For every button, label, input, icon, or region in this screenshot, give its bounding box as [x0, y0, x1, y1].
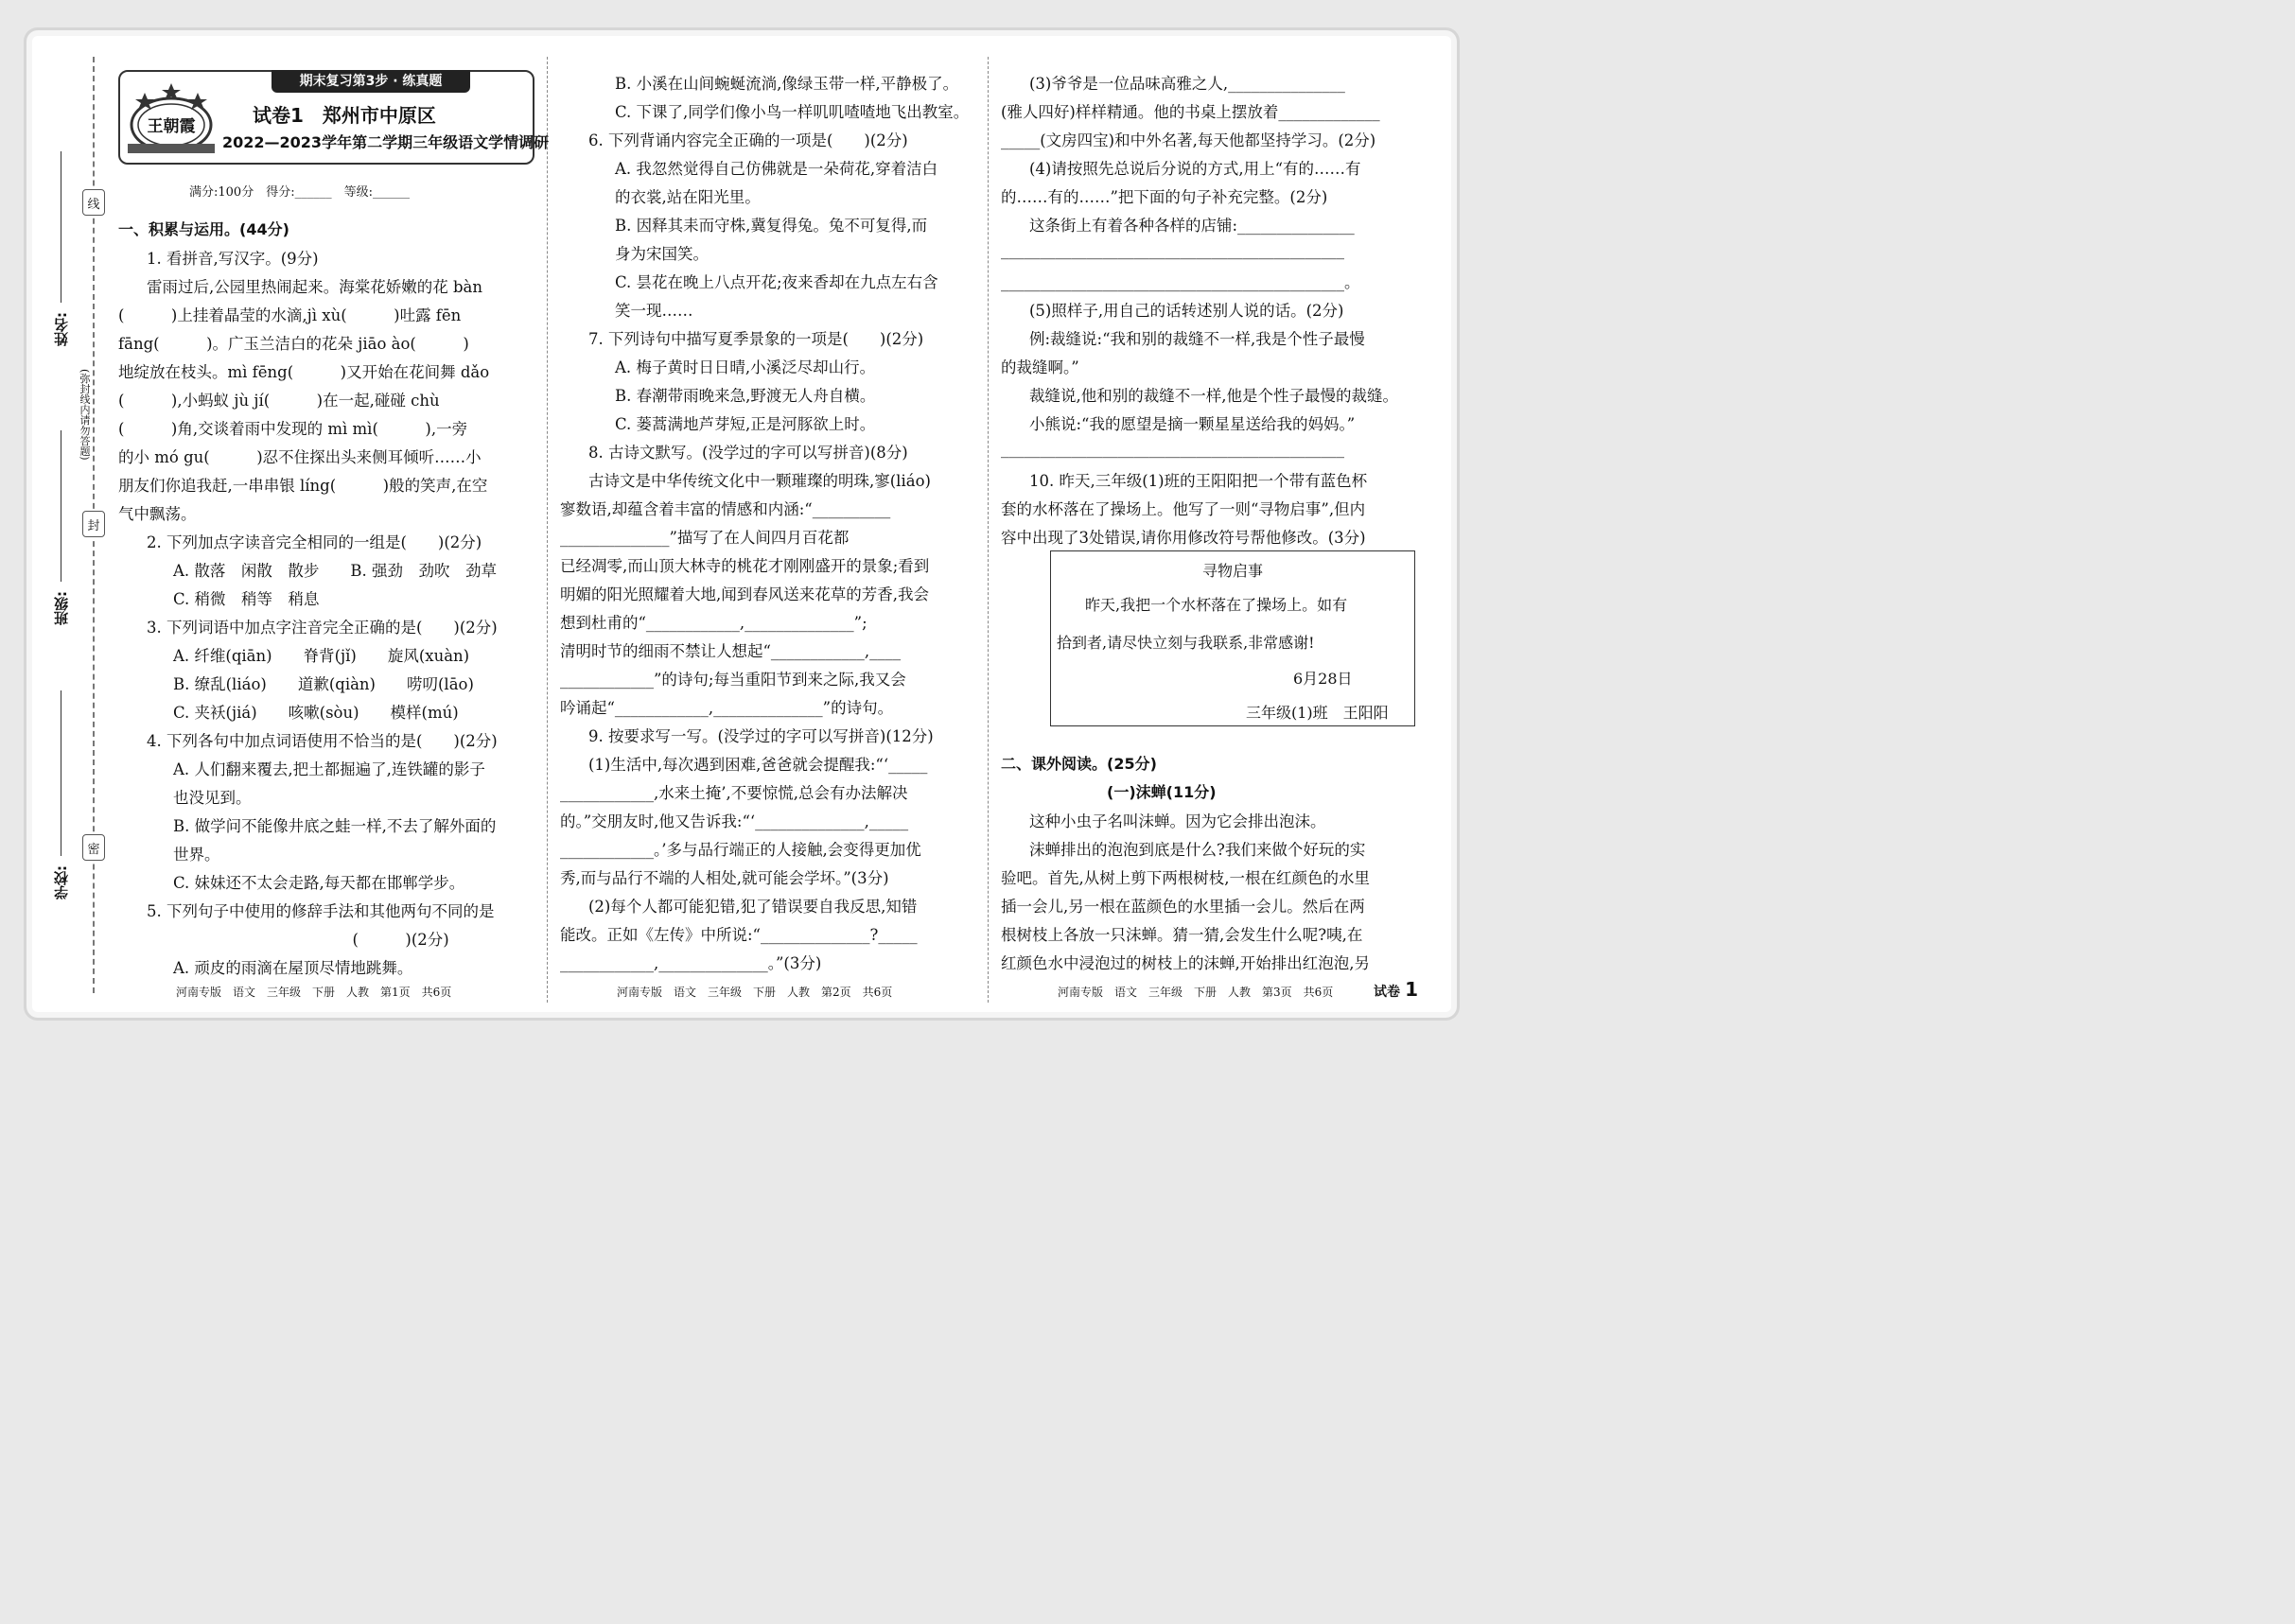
text-line: 小熊说:“我的愿望是摘一颗星星送给我的妈妈。” — [1029, 415, 1356, 433]
footer-page-3: 河南专版 语文 三年级 下册 人教 第3页 共6页 — [1058, 986, 1334, 999]
text-line: (5)照样子,用自己的话转述别人说的话。(2分) — [1029, 302, 1344, 320]
text-line: C. 昙花在晚上八点开花;夜来香却在九点左右含 — [615, 273, 938, 291]
text-line: 身为宋国笑。 — [615, 245, 709, 263]
text-line: C. 下课了,同学们像小鸟一样叽叽喳喳地飞出教室。 — [615, 103, 970, 121]
text-line: 容中出现了3处错误,请你用修改符号帮他修改。(3分) — [1001, 529, 1366, 547]
text-line: 6. 下列背诵内容完全正确的一项是( )(2分) — [588, 131, 908, 149]
text-line: 的小 mó gu( )忍不住探出头来侧耳倾听……小 — [118, 448, 482, 466]
text-line: (雅人四好)样样精通。他的书桌上摆放着_____________ — [1001, 103, 1380, 121]
text-line: 2. 下列加点字读音完全相同的一组是( )(2分) — [147, 533, 482, 551]
text-line: 朋友们你追我赶,一串串银 líng( )般的笑声,在空 — [118, 477, 488, 495]
notice-date: 6月28日 — [1293, 670, 1353, 688]
notice-signer: 三年级(1)班 王阳阳 — [1246, 704, 1389, 722]
class-label: 班级: — [53, 591, 70, 625]
text-line: A. 顽皮的雨滴在屋顶尽情地跳舞。 — [173, 959, 413, 977]
text-line: 清明时节的细雨不禁让人想起“____________,____ — [560, 642, 902, 660]
text-line: A. 我忽然觉得自己仿佛就是一朵荷花,穿着洁白 — [615, 160, 938, 178]
text-line: 世界。 — [173, 846, 220, 864]
text-line: ( )角,交谈着雨中发现的 mì mì( ),一旁 — [118, 420, 468, 438]
text-line: 这种小虫子名叫沫蝉。因为它会排出泡沫。 — [1029, 812, 1326, 830]
text-line: (2)每个人都可能犯错,犯了错误要自我反思,知错 — [588, 898, 918, 916]
text-line: 古诗文是中华传统文化中一颗璀璨的明珠,寥(liáo) — [588, 472, 931, 490]
text-line: 气中飘荡。 — [118, 505, 197, 523]
text-line: A. 纤维(qiān) 脊背(jǐ) 旋风(xuàn) — [173, 647, 470, 665]
text-line: ____________________________________________ — [1001, 241, 1344, 259]
text-line: ( ),小蚂蚁 jù jí( )在一起,碰碰 chù — [118, 392, 440, 410]
school-label: 学校: — [53, 865, 70, 899]
section-heading: (一)沫蝉(11分) — [1001, 783, 1217, 801]
text-line: 插一会儿,另一根在蓝颜色的水里插一会儿。然后在两 — [1001, 898, 1365, 916]
text-line: 8. 古诗文默写。(没学过的字可以写拼音)(8分) — [588, 444, 908, 462]
section-heading: 一、积累与运用。(44分) — [118, 220, 289, 238]
paper-num: 1 — [1405, 978, 1419, 1001]
text-line: (4)请按照先总说后分说的方式,用上“有的……有 — [1029, 160, 1361, 178]
text-line: 1. 看拼音,写汉字。(9分) — [147, 250, 319, 268]
text-line: B. 缭乱(liáo) 道歉(qiàn) 唠叨(lāo) — [173, 675, 474, 693]
seal-mark-dense: 密 — [82, 834, 105, 861]
text-line: 套的水杯落在了操场上。他写了一则“寻物启事”,但内 — [1001, 500, 1366, 518]
text-line: C. 妹妹还不太会走路,每天都在邯郸学步。 — [173, 874, 465, 892]
text-line: 10. 昨天,三年级(1)班的王阳阳把一个带有蓝色杯 — [1029, 472, 1368, 490]
text-line: 寥数语,却蕴含着丰富的情感和内涵:“__________ — [560, 500, 891, 518]
text-line: _____(文房四宝)和中外名著,每天他都坚持学习。(2分) — [1001, 131, 1376, 149]
text-line: A. 梅子黄时日日晴,小溪泛尽却山行。 — [615, 358, 876, 376]
text-line: 也没见到。 — [173, 789, 252, 807]
text-line: 3. 下列词语中加点字注音完全正确的是( )(2分) — [147, 619, 498, 637]
text-line: 秀,而与品行不端的人相处,就可能会学坏。”(3分) — [560, 869, 889, 887]
text-line: 能改。正如《左传》中所说:“______________?_____ — [560, 926, 918, 944]
text-line: ____________________________________________ — [1001, 440, 1344, 458]
text-line: 根树枝上各放一只沫蝉。猜一猜,会发生什么呢?咦,在 — [1001, 926, 1363, 944]
text-line: ______________”描写了在人间四月百花都 — [560, 529, 850, 547]
text-line: 明媚的阳光照耀着大地,闻到春风送来花草的芳香,我会 — [560, 585, 929, 603]
text-line: 验吧。首先,从树上剪下两根树枝,一根在红颜色的水里 — [1001, 869, 1370, 887]
text-line: B. 小溪在山间蜿蜒流淌,像绿玉带一样,平静极了。 — [615, 75, 959, 93]
text-line: C. 蒌蒿满地芦芽短,正是河豚欲上时。 — [615, 415, 876, 433]
exam-subtitle: 2022—2023学年第二学期三年级语文学情调研 — [222, 133, 550, 151]
text-line: B. 春潮带雨晚来急,野渡无人舟自横。 — [615, 387, 876, 405]
exam-page — [0, 0, 1483, 1050]
review-banner: 期末复习第3步 · 练真题 — [272, 70, 470, 93]
text-line: C. 夹袄(jiá) 咳嗽(sòu) 模样(mú) — [173, 704, 459, 722]
text-line: A. 散落 闲散 散步 B. 强劲 劲吹 劲草 — [173, 562, 498, 580]
section-heading: 二、课外阅读。(25分) — [1001, 755, 1157, 773]
seal-mark-seal: 封 — [82, 511, 105, 537]
text-line: 这条街上有着各种各样的店铺:_______________ — [1029, 217, 1355, 235]
column-divider — [547, 57, 548, 1003]
publisher-logo-icon — [126, 78, 217, 157]
notice-line: 昨天,我把一个水杯落在了操场上。如有 — [1085, 596, 1348, 614]
text-line: 裁缝说,他和别的裁缝不一样,他是个性子最慢的裁缝。 — [1029, 387, 1398, 405]
text-line: (3)爷爷是一位品味高雅之人,_______________ — [1029, 75, 1345, 93]
text-line: ____________。’多与品行端正的人接触,会变得更加优 — [560, 841, 921, 859]
text-line: (1)生活中,每次遇到困难,爸爸就会提醒我:“‘_____ — [588, 756, 928, 774]
text-line: 例:裁缝说:“我和别的裁缝不一样,我是个性子最慢 — [1029, 330, 1365, 348]
text-line: 已经凋零,而山顶大林寺的桃花才刚刚盛开的景象;看到 — [560, 557, 930, 575]
text-line: 的裁缝啊。” — [1001, 358, 1079, 376]
text-line: 7. 下列诗句中描写夏季景象的一项是( )(2分) — [588, 330, 924, 348]
score-line: 满分:100分 得分:______ 等级:______ — [189, 185, 410, 200]
seal-mark-line: 线 — [82, 189, 105, 216]
text-line: B. 做学问不能像井底之蛙一样,不去了解外面的 — [173, 817, 497, 835]
title-box — [118, 70, 550, 165]
text-line: 的……有的……”把下面的句子补充完整。(2分) — [1001, 188, 1328, 206]
binding-margin — [44, 57, 110, 993]
column-divider — [988, 57, 989, 1003]
seal-note: (弥封线内请勿答题) — [79, 369, 91, 461]
text-line: ( )上挂着晶莹的水滴,jì xù( )吐露 fēn — [118, 306, 462, 324]
text-line: ____________________________________________。 — [1001, 273, 1360, 291]
logo-text: 王朝霞 — [147, 117, 196, 136]
text-line: A. 人们翻来覆去,把土都掘遍了,连铁罐的影子 — [173, 760, 485, 778]
footer-page-2: 河南专版 语文 三年级 下册 人教 第2页 共6页 — [617, 986, 893, 999]
text-line: 雷雨过后,公园里热闹起来。海棠花娇嫩的花 bàn — [147, 278, 483, 296]
text-line: ____________,水来土掩’,不要惊慌,总会有办法解决 — [560, 784, 908, 802]
text-line: 吟诵起“____________,______________”的诗句。 — [560, 699, 894, 717]
exam-title: 试卷1 郑州市中原区 — [253, 104, 436, 127]
notice-line: 拾到者,请尽快立刻与我联系,非常感谢! — [1057, 634, 1315, 652]
notice-title: 寻物启事 — [1201, 562, 1263, 580]
footer-page-1: 河南专版 语文 三年级 下册 人教 第1页 共6页 — [176, 986, 452, 999]
text-line: C. 稍微 稍等 稍息 — [173, 590, 320, 608]
text-line: 笑一现…… — [615, 302, 693, 320]
name-label: 姓名: — [53, 312, 70, 346]
text-line: 5. 下列句子中使用的修辞手法和其他两句不同的是 — [147, 902, 495, 920]
paper-tag: 试卷 — [1374, 985, 1400, 1000]
text-line: ____________”的诗句;每当重阳节到来之际,我又会 — [560, 671, 906, 689]
text-line: 红颜色水中浸泡过的树枝上的沫蝉,开始排出红泡泡,另 — [1001, 954, 1370, 972]
text-line: 的衣裳,站在阳光里。 — [615, 188, 761, 206]
text-line: 的。”交朋友时,他又告诉我:“‘______________,_____ — [560, 812, 909, 830]
text-line: 9. 按要求写一写。(没学过的字可以写拼音)(12分) — [588, 727, 934, 745]
text-line: fāng( )。广玉兰洁白的花朵 jiāo ào( ) — [118, 335, 469, 353]
paper-number — [1374, 978, 1418, 1001]
text-line: ____________,______________。”(3分) — [560, 954, 822, 972]
text-line: B. 因释其耒而守株,冀复得兔。兔不可复得,而 — [615, 217, 928, 235]
text-line: 想到杜甫的“____________,______________”; — [560, 614, 867, 632]
text-line: ( )(2分) — [118, 931, 449, 949]
text-line: 4. 下列各句中加点词语使用不恰当的是( )(2分) — [147, 732, 498, 750]
text-line: 地绽放在枝头。mì fēng( )又开始在花间舞 dǎo — [118, 363, 490, 381]
lost-notice-box — [1050, 550, 1415, 726]
text-line: 沫蝉排出的泡泡到底是什么?我们来做个好玩的实 — [1029, 841, 1366, 859]
